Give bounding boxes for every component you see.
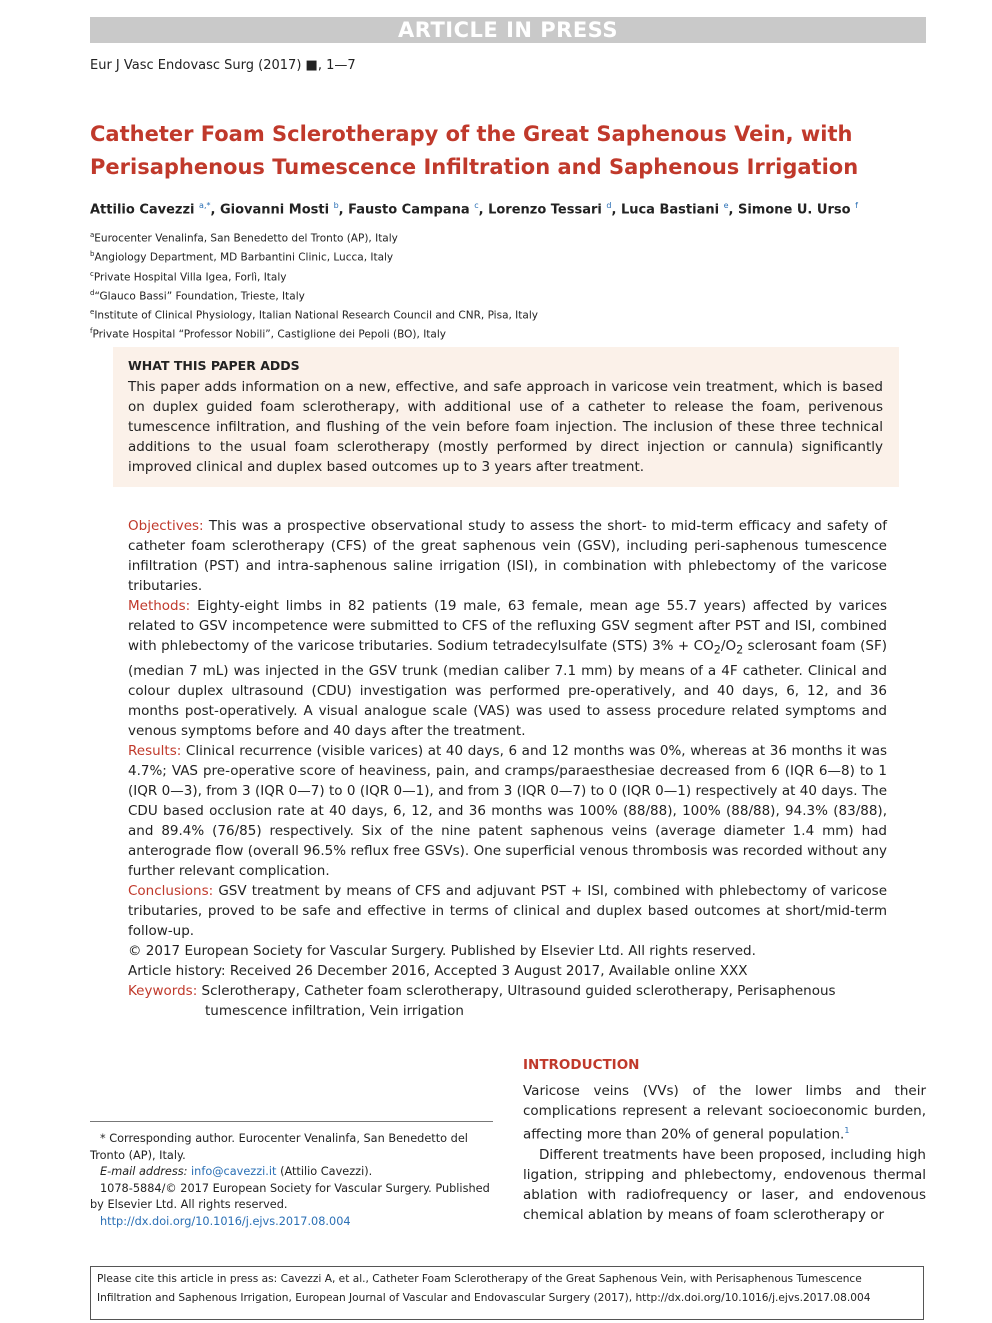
abstract-methods: Methods: Eighty-eight limbs in 82 patients (19 male, 63 female, mean age 55.7 years) affected by varices related to GSV incompetence were submitted to CFS of the refluxing GSV segment after PST and ISI, combined with phlebectomy of the varicose tributaries. Sodium tetradecylsulfate (STS) $3\% + CO_2/O_2$ sclerosant foam (SF) (median 7 mL) was injected in the GSV trunk (median caliber 7.1 mm) by means of a 4F catheter. Clinical and colour duplex ultrasound (CDU) investigation was performed pre-operatively, and 40 days, 6, 12, and 36 months post-operatively. A visual analogue scale (VAS) was used to assess procedure related symptoms and venous symptoms before and 40 days after the treatment. bbox=[128, 598, 888, 739]
author-affil-ref[interactable]: e bbox=[723, 201, 729, 210]
what-this-paper-adds-text: This paper adds information on a new, effective, and safe approach in varicose vein treatment, which is based on duplex guided foam sclerotherapy, with additional use of a catheter to release the foam, perivenous tumescence infiltration, and flushing of the vein before foam injection. The inclusion of these three technical additions to the usual foam sclerotherapy (mostly performed by direct injection or cannula) significantly improved clinical and duplex based outcomes up to 3 years after treatment. bbox=[128, 379, 883, 475]
journal-name: Eur J Vasc Endovasc Surg (2017) bbox=[90, 58, 302, 73]
author-affil-ref[interactable]: f bbox=[855, 201, 858, 210]
issue-marker: ■ bbox=[305, 58, 318, 73]
page-range: , 1—7 bbox=[317, 58, 356, 73]
what-this-paper-adds-heading: WHAT THIS PAPER ADDS bbox=[128, 358, 300, 373]
affiliation: $^b$Angiology Department, MD Barbantini Clinic, Lucca, Italy bbox=[90, 250, 394, 264]
footnote-divider bbox=[90, 1121, 493, 1122]
footnotes bbox=[90, 1131, 493, 1230]
objectives-label: Objectives: bbox=[128, 518, 204, 534]
introduction-paragraph: Different treatments have been proposed, including high ligation, stripping and phlebectomy, endovenous thermal ablation with radiofrequency or laser, and endovenous chemical ablation by means of foam sclerotherapy or bbox=[523, 1146, 926, 1223]
author-name: Fausto Campana bbox=[348, 202, 470, 218]
abstract bbox=[128, 516, 887, 1021]
article-title: Catheter Foam Sclerotherapy of the Great Saphenous Vein, with Perisaphenous Tumescence Infiltration and Saphenous Irrigation bbox=[90, 122, 859, 179]
citation-box: Please cite this article in press as: Cavezzi A, et al., Catheter Foam Sclerotherapy of the Great Saphenous Vein, with Perisaphenous Tumescence Infiltration and Saphenous Irrigation, European Journal of Vascular and Endovascular Surgery (2017), http://dx.doi.org/10.1016/j.ejvs.2017.08.004 bbox=[90, 1266, 924, 1320]
email-note: E-mail address: info@cavezzi.it (Attilio Cavezzi). bbox=[100, 1165, 373, 1178]
author-name: Luca Bastiani bbox=[620, 202, 720, 218]
introduction-heading: INTRODUCTION bbox=[523, 1057, 640, 1073]
author-affil-ref[interactable]: a,* bbox=[199, 201, 211, 210]
author-name: Attilio Cavezzi bbox=[90, 202, 195, 218]
abstract-objectives: Objectives: This was a prospective observational study to assess the short- to mid-term efficacy and safety of catheter foam sclerotherapy (CFS) of the great saphenous vein (GSV), including peri-saphenous tumescence infiltration (PST) and intra-saphenous saline irrigation (ISI), in combination with phlebectomy of the varicose tributaries. bbox=[128, 518, 887, 594]
author-list: Attilio Cavezzi $^{a,*}$, Giovanni Mosti $^b$, Fausto Campana $^c$, Lorenzo Tessari $^d$, Luca Bastiani $^e$, Simone U. Urso $^f$ bbox=[90, 201, 858, 218]
journal-reference bbox=[90, 58, 356, 73]
affiliation: $^d$“Glauco Bassi” Foundation, Trieste, Italy bbox=[90, 288, 305, 303]
author-affil-ref[interactable]: b bbox=[333, 201, 339, 210]
email-link[interactable]: info@cavezzi.it bbox=[191, 1165, 277, 1178]
author-affil-ref[interactable]: d bbox=[606, 201, 612, 210]
keywords-label: Keywords: bbox=[128, 982, 198, 999]
results-label: Results: bbox=[128, 742, 182, 759]
keywords: Keywords: Sclerotherapy, Catheter foam sclerotherapy, Ultrasound guided sclerotherapy, Perisaphenous bbox=[128, 982, 836, 999]
affiliation: $^f$Private Hospital “Professor Nobili”, Castiglione dei Pepoli (BO), Italy bbox=[90, 327, 446, 341]
affiliation: $^c$Private Hospital Villa Igea, Forlì, Italy bbox=[90, 269, 287, 284]
abstract-results: Results: Clinical recurrence (visible varices) at 40 days, 6 and 12 months was 0%, whereas at 36 months it was 4.7%; VAS pre-operative score of heaviness, pain, and cramps/paraesthesiae decreased from 6 (IQR 6—8) to 1 (IQR 0—3), from 3 (IQR 0—7) to 0 (IQR 0—1), and from 3 (IQR 0—7) to 0 (IQR 0—1) respectively at 40 days. The CDU based occlusion rate at 40 days, 6, 12, and 36 months was 100% (88/88), 100% (88/88), 94.3% (83/88), and 89.4% (76/85) respectively. Six of the nine patent saphenous veins (average diameter 1.4 mm) had anterograde flow (overall 96.5% reflux free GSVs). One superficial venous thrombosis was recorded without any further relevant complication. bbox=[128, 742, 887, 879]
affiliation-list bbox=[90, 228, 538, 344]
abstract-conclusions: Conclusions: GSV treatment by means of CFS and adjuvant PST + ISI, combined with phlebectomy of varicose tributaries, proved to be safe and effective in terms of clinical and duplex based outcomes at short/mid-term follow-up. bbox=[128, 882, 887, 939]
introduction-paragraph: Varicose veins (VVs) of the lower limbs and their complications represent a relevant socioeconomic burden, affecting more than 20% of general population.$^1$ bbox=[523, 1083, 926, 1143]
corresponding-author-note: * Corresponding author. Eurocenter Venalinfa, San Benedetto del Tronto (AP), Italy. bbox=[90, 1132, 468, 1162]
affiliation: $^e$Institute of Clinical Physiology, Italian National Research Council and CNR, Pisa, Italy bbox=[90, 308, 538, 322]
issn-note: 1078-5884/© 2017 European Society for Vascular Surgery. Published by Elsevier Ltd. All rights reserved. bbox=[90, 1181, 490, 1211]
introduction-body bbox=[523, 1081, 926, 1225]
article-in-press-banner: ARTICLE IN PRESS bbox=[90, 17, 926, 43]
conclusions-label: Conclusions: bbox=[128, 882, 214, 899]
doi-link[interactable]: http://dx.doi.org/10.1016/j.ejvs.2017.08.004 bbox=[100, 1214, 351, 1228]
affiliation: $^a$Eurocenter Venalinfa, San Benedetto del Tronto (AP), Italy bbox=[90, 231, 398, 245]
author-name: Giovanni Mosti bbox=[219, 202, 330, 218]
author-affil-ref[interactable]: c bbox=[474, 201, 479, 210]
keywords-continued: tumescence infiltration, Vein irrigation bbox=[205, 1002, 464, 1019]
author-name: Simone U. Urso bbox=[737, 202, 851, 218]
copyright-line: © 2017 European Society for Vascular Surgery. Published by Elsevier Ltd. All rights reserved. bbox=[128, 942, 756, 959]
methods-label: Methods: bbox=[128, 598, 191, 614]
author-name: Lorenzo Tessari bbox=[488, 202, 602, 218]
article-history: Article history: Received 26 December 2016, Accepted 3 August 2017, Available online XXX bbox=[128, 962, 748, 979]
reference-link[interactable]: 1 bbox=[844, 1126, 850, 1135]
